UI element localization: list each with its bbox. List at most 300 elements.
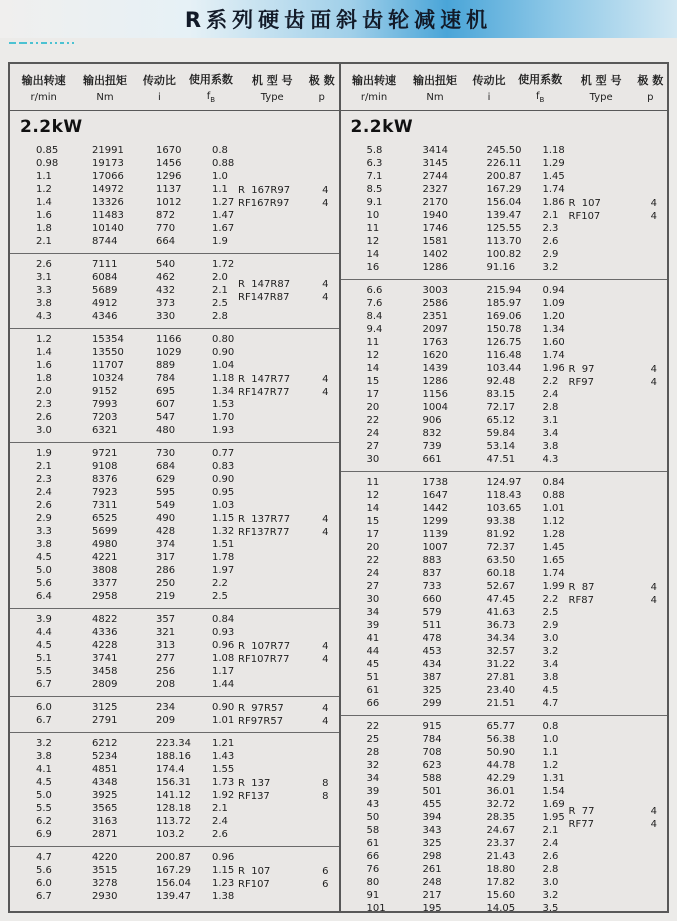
header-col-torque [404,72,467,103]
model-type-line [569,363,658,376]
spec-group [10,732,339,846]
col-ratio: 373 [156,298,176,309]
col-factor: 1.15 [212,513,235,524]
col-ratio: 63.50 [486,555,516,566]
spec-row [10,235,339,248]
col-torque: 5234 [92,751,118,762]
col-torque: 261 [422,864,442,875]
spec-row [341,323,668,336]
col-ratio: 124.97 [486,477,522,488]
col-factor: 2.2 [542,594,559,605]
col-factor: 0.90 [212,347,235,358]
col-factor: 1.20 [542,311,565,322]
col-ratio: 480 [156,425,176,436]
col-torque: 14972 [92,184,124,195]
spec-row [10,424,339,437]
col-factor: 0.84 [542,477,565,488]
col-torque: 1299 [422,516,448,527]
col-speed: 5.1 [36,653,52,664]
col-ratio: 1012 [156,197,182,208]
model-type-line [238,790,329,803]
col-factor: 1.74 [542,350,565,361]
col-speed: 66 [366,851,380,862]
spec-group [341,715,668,911]
col-ratio: 59.84 [486,428,516,439]
col-factor: 3.8 [542,441,559,452]
pole-count: 4 [322,526,329,538]
col-speed: 6.9 [36,829,52,840]
col-torque: 733 [422,581,442,592]
col-factor: 0.88 [212,158,235,169]
col-factor: 1.9 [212,236,228,247]
model-type-block [238,513,329,539]
model-type-line [238,291,329,304]
col-factor: 1.32 [212,526,235,537]
col-speed: 3.8 [36,751,52,762]
col-factor: 2.1 [542,210,559,221]
col-factor: 4.7 [542,698,559,709]
col-ratio: 141.12 [156,790,191,801]
col-torque: 2586 [422,298,448,309]
col-factor: 1.1 [212,184,228,195]
col-speed: 5.8 [366,145,383,156]
spec-row [341,554,668,567]
pole-count: 8 [322,777,329,789]
col-factor: 1.18 [212,373,235,384]
col-ratio: 28.35 [486,812,516,823]
col-factor: 1.29 [542,158,565,169]
col-ratio: 1029 [156,347,182,358]
col-speed: 9.1 [366,197,383,208]
spec-row [341,502,668,515]
spec-row [341,515,668,528]
col-factor: 1.92 [212,790,235,801]
spec-group [10,328,339,442]
col-factor: 1.17 [212,666,235,677]
col-torque: 325 [422,838,442,849]
col-factor: 3.1 [542,415,559,426]
col-factor: 2.4 [212,816,228,827]
col-factor: 4.5 [542,685,559,696]
spec-row [10,890,339,903]
col-torque: 4346 [92,311,118,322]
spec-group [341,279,668,471]
header-col-unit: $f_B$ [536,90,545,104]
col-torque: 7923 [92,487,118,498]
col-factor: 2.2 [542,376,559,387]
col-speed: 11 [366,477,380,488]
col-torque: 501 [422,786,442,797]
pole-count: 4 [650,363,657,375]
spec-row [341,284,668,297]
spec-row [341,902,668,911]
col-factor: 1.51 [212,539,235,550]
col-ratio: 47.45 [486,594,516,605]
col-ratio: 200.87 [486,171,522,182]
col-factor: 2.6 [542,236,559,247]
col-speed: 76 [366,864,380,875]
col-speed: 30 [366,594,380,605]
model-type-block [569,581,658,607]
col-torque: 10324 [92,373,124,384]
col-ratio: 321 [156,627,176,638]
spec-row [341,183,668,196]
spec-row [10,551,339,564]
spec-row [341,401,668,414]
col-torque: 739 [422,441,442,452]
col-factor: 0.95 [212,487,235,498]
col-speed: 1.2 [36,184,52,195]
col-torque: 1286 [422,376,448,387]
col-ratio: 185.97 [486,298,522,309]
spec-row [341,720,668,733]
col-ratio: 36.73 [486,620,516,631]
spec-row [10,828,339,841]
spec-row [10,310,339,323]
col-speed: 3.2 [36,738,52,749]
col-torque: 299 [422,698,442,709]
col-ratio: 18.80 [486,864,516,875]
col-factor: 1.18 [542,145,565,156]
col-speed: 39 [366,786,380,797]
col-torque: 3414 [422,145,448,156]
col-factor: 1.72 [212,259,235,270]
col-speed: 22 [366,721,380,732]
col-factor: 2.5 [212,591,228,602]
col-torque: 1763 [422,337,448,348]
spec-row [341,697,668,710]
col-ratio: 24.67 [486,825,516,836]
spec-row [341,170,668,183]
col-ratio: 200.87 [156,852,191,863]
col-factor: 0.83 [212,461,235,472]
col-factor: 1.78 [212,552,235,563]
col-factor: 1.27 [212,197,235,208]
col-ratio: 432 [156,285,176,296]
spec-row [341,388,668,401]
col-speed: 4.7 [36,852,52,863]
model-type-line [238,373,329,386]
col-speed: 2.3 [36,474,52,485]
col-ratio: 113.72 [156,816,191,827]
col-speed: 17 [366,389,380,400]
col-factor: 1.09 [542,298,565,309]
col-torque: 4220 [92,852,118,863]
col-torque: 455 [422,799,442,810]
col-ratio: 549 [156,500,176,511]
col-torque: 248 [422,877,442,888]
pole-count: 4 [650,197,657,209]
col-factor: 3.0 [542,877,559,888]
spec-group [341,140,668,279]
col-speed: 2.0 [36,386,52,397]
col-ratio: 36.01 [486,786,516,797]
col-factor: 3.2 [542,890,559,901]
col-torque: 906 [422,415,442,426]
col-torque: 3515 [92,865,118,876]
col-factor: 1.54 [542,786,565,797]
spec-row [10,473,339,486]
model-type: R 147R87 [238,279,291,290]
spec-row [341,414,668,427]
table-header [10,64,667,111]
col-factor: 1.93 [212,425,235,436]
header-col-label: 极 数 [637,73,664,87]
col-ratio: 32.57 [486,646,516,657]
col-torque: 478 [422,633,442,644]
spec-row [10,815,339,828]
col-ratio: 23.37 [486,838,516,849]
col-ratio: 116.48 [486,350,522,361]
spec-row [341,310,668,323]
spec-row [341,440,668,453]
col-speed: 1.4 [36,347,52,358]
col-factor: 2.8 [542,402,559,413]
col-factor: 1.74 [542,184,565,195]
col-torque: 7111 [92,259,118,270]
col-speed: 39 [366,620,380,631]
col-speed: 1.8 [36,373,52,384]
col-speed: 34 [366,773,380,784]
col-torque: 2097 [422,324,448,335]
col-ratio: 14.05 [486,903,516,911]
spec-row [341,541,668,554]
pole-count: 4 [322,715,329,727]
spec-row [10,626,339,639]
col-ratio: 31.22 [486,659,516,670]
col-torque: 3565 [92,803,118,814]
col-torque: 3808 [92,565,118,576]
col-torque: 6212 [92,738,118,749]
col-factor: 1.47 [212,210,235,221]
col-ratio: 1137 [156,184,182,195]
col-speed: 1.6 [36,210,52,221]
pole-count: 6 [322,865,329,877]
col-ratio: 219 [156,591,176,602]
col-speed: 27 [366,441,380,452]
model-type-block [569,363,658,389]
col-ratio: 684 [156,461,176,472]
header-col-poles [634,72,667,103]
col-torque: 17066 [92,171,124,182]
col-factor: 3.4 [542,659,559,670]
spec-row [10,499,339,512]
col-ratio: 113.70 [486,236,522,247]
col-factor: 1.65 [542,555,565,566]
model-type-line [238,702,329,715]
col-torque: 511 [422,620,442,631]
col-factor: 1.01 [212,715,235,726]
col-ratio: 139.47 [486,210,522,221]
col-torque: 2930 [92,891,118,902]
col-factor: 1.15 [212,865,235,876]
col-ratio: 23.40 [486,685,516,696]
spec-row [341,684,668,697]
col-ratio: 286 [156,565,176,576]
header-col-label: 机 型 号 [251,73,293,87]
spec-table [8,62,669,913]
col-ratio: 65.12 [486,415,516,426]
model-type-block [238,640,329,666]
col-speed: 44 [366,646,380,657]
col-torque: 4980 [92,539,118,550]
col-speed: 27 [366,581,380,592]
col-speed: 6.6 [366,285,383,296]
col-speed: 3.8 [36,539,52,550]
col-factor: 1.04 [212,360,235,371]
spec-row [341,759,668,772]
spec-row [341,222,668,235]
col-torque: 883 [422,555,442,566]
col-torque: 6321 [92,425,118,436]
col-torque: 1007 [422,542,448,553]
col-factor: 2.3 [542,223,559,234]
col-ratio: 150.78 [486,324,522,335]
col-torque: 1940 [422,210,448,221]
col-speed: 66 [366,698,380,709]
col-factor: 1.45 [542,542,565,553]
col-factor: 1.23 [212,878,235,889]
col-speed: 1.8 [36,223,52,234]
col-speed: 0.85 [36,145,59,156]
model-type: R 107R77 [238,640,291,652]
col-speed: 6.4 [36,591,52,602]
col-speed: 1.4 [36,197,52,208]
pole-count: 4 [322,292,329,303]
col-factor: 0.8 [542,721,559,732]
header-col-torque [73,72,136,103]
col-torque: 434 [422,659,442,670]
spec-row [10,209,339,222]
col-torque: 3458 [92,666,118,677]
pole-count: 4 [322,386,329,398]
model-type-line [569,376,658,389]
col-ratio: 374 [156,539,176,550]
spec-row [10,144,339,157]
col-ratio: 730 [156,448,176,459]
pole-count: 4 [322,702,329,714]
col-factor: 2.1 [212,803,228,814]
col-torque: 8744 [92,236,118,247]
col-speed: 16 [366,262,380,273]
model-type: RF97R57 [238,715,284,727]
col-torque: 708 [422,747,442,758]
col-torque: 7203 [92,412,118,423]
col-factor: 2.5 [542,607,559,618]
col-torque: 2744 [422,171,448,182]
col-ratio: 81.92 [486,529,516,540]
col-speed: 1.9 [36,448,52,459]
col-ratio: 595 [156,487,176,498]
col-speed: 24 [366,568,380,579]
col-ratio: 60.18 [486,568,516,579]
col-torque: 298 [422,851,442,862]
col-torque: 1581 [422,236,448,247]
spec-group [10,253,339,328]
col-factor: 3.4 [542,428,559,439]
col-speed: 5.6 [36,865,52,876]
spec-row [341,453,668,466]
model-type: R 77 [568,806,595,817]
col-torque: 4851 [92,764,118,775]
model-type: R 107 [238,865,271,877]
col-factor: 2.6 [542,851,559,862]
col-ratio: 872 [156,210,176,221]
col-factor: 0.77 [212,448,235,459]
col-factor: 1.96 [542,363,565,374]
col-factor: 1.70 [212,412,235,423]
col-factor: 1.34 [212,386,235,397]
table-header-right [339,64,668,110]
col-factor: 2.6 [212,829,228,840]
col-speed: 3.3 [36,526,52,537]
col-torque: 5699 [92,526,118,537]
col-ratio: 664 [156,236,176,247]
col-torque: 7311 [92,500,118,511]
model-type: R 167R97 [238,184,291,196]
col-speed: 32 [366,760,380,771]
col-ratio: 208 [156,679,176,690]
spec-row [341,427,668,440]
col-speed: 80 [366,877,380,888]
col-factor: 1.31 [542,773,565,784]
col-speed: 61 [366,685,380,696]
col-torque: 1738 [422,477,448,488]
spec-row [10,486,339,499]
col-torque: 343 [422,825,442,836]
header-col-unit: i [487,91,491,103]
col-torque: 13550 [92,347,124,358]
model-type-block [238,278,329,304]
col-factor: 0.96 [212,640,235,651]
spec-row [10,538,339,551]
col-factor: 1.21 [212,738,235,749]
col-ratio: 1670 [156,145,182,156]
col-speed: 8.5 [366,184,383,195]
pole-count: 4 [650,210,657,222]
header-col-unit: Type [260,91,284,103]
col-ratio: 125.55 [486,223,522,234]
table-body [10,111,667,911]
col-torque: 1286 [422,262,448,273]
col-ratio: 256 [156,666,176,677]
col-speed: 9.4 [366,324,383,335]
col-ratio: 56.38 [486,734,516,745]
col-ratio: 226.11 [486,158,522,169]
model-type: RF107 [238,878,270,890]
col-speed: 2.6 [36,412,52,423]
model-type: R 87 [568,581,595,593]
col-speed: 25 [366,734,380,745]
col-ratio: 889 [156,360,176,371]
spec-row [341,632,668,645]
spec-row [341,235,668,248]
header-col-label: 输出扭矩 [412,73,457,87]
spec-row [341,785,668,798]
col-factor: 2.9 [542,249,559,260]
col-speed: 17 [366,529,380,540]
model-type: R 147R77 [238,373,291,385]
model-type-line [238,878,329,891]
col-ratio: 250 [156,578,176,589]
header-col-type [569,72,634,103]
col-torque: 2351 [422,311,448,322]
col-factor: 1.0 [542,734,559,745]
model-type-block [569,805,658,831]
col-ratio: 65.77 [486,721,516,732]
model-type-line [569,197,658,210]
col-factor: 4.3 [542,454,559,465]
